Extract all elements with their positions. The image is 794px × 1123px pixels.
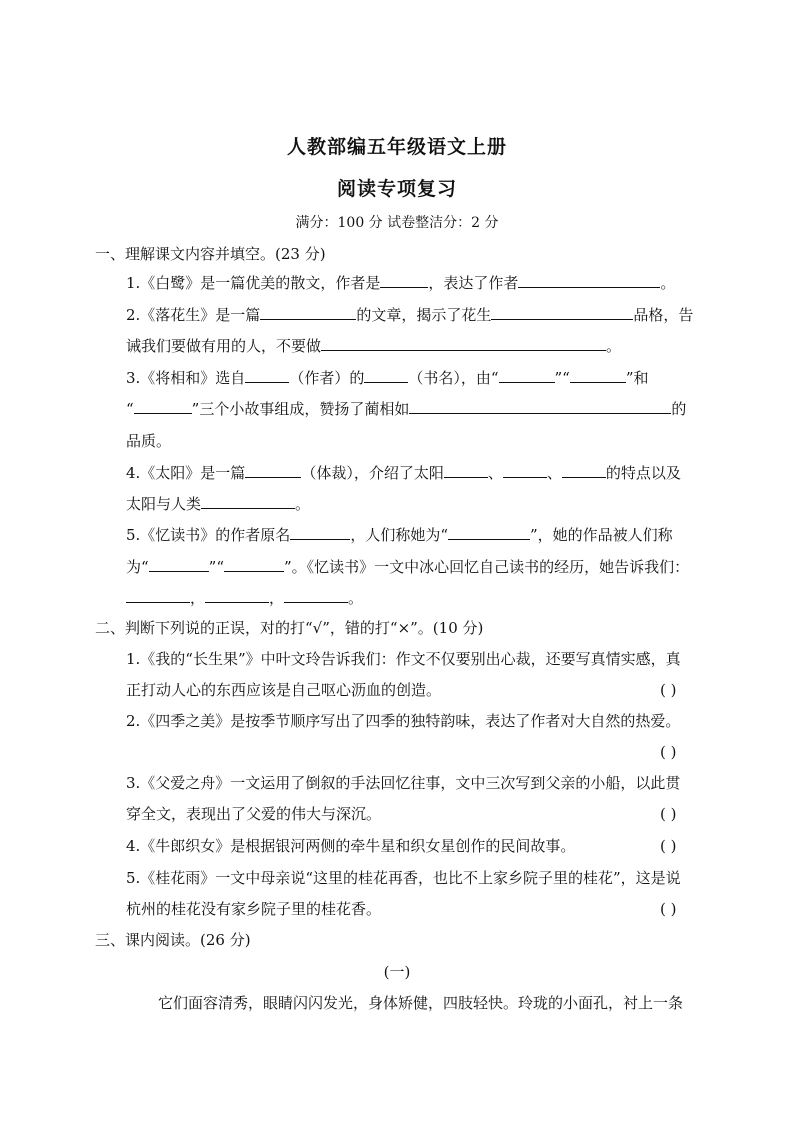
question-1-4: 4.《太阳》是一篇 （体裁），介绍了太阳 、 、 的特点以及 [126, 464, 681, 482]
blank[interactable] [245, 367, 289, 383]
judge-item-3: 3.《父爱之舟》一文运用了倒叙的手法回忆往事，文中三次写到父亲的小船，以此贯 [126, 774, 681, 792]
blank[interactable] [245, 462, 301, 478]
judge-item-2: 2.《四季之美》是按季节顺序写出了四季的独特韵味，表达了作者对大自然的热爱。 [126, 712, 681, 730]
blank[interactable] [499, 367, 555, 383]
question-1-1: 1.《白鹭》是一篇优美的散文，作者是 ，表达了作者 。 [126, 274, 676, 292]
question-1-5-line3: ， ， 。 [126, 587, 363, 609]
blank[interactable] [409, 398, 671, 414]
blank[interactable] [491, 304, 633, 320]
score-line: 满分：100 分 试卷整洁分：2 分 [295, 215, 499, 231]
blank[interactable] [448, 524, 530, 540]
page-subtitle: 阅读专项复习 [336, 178, 457, 200]
question-1-2-line2: 诫我们要做有用的人，不要做 。 [126, 337, 622, 355]
blank[interactable] [201, 493, 295, 509]
question-1-3: 3.《将相和》选自 （作者）的 （书名），由“ ”“ ”和 [126, 369, 649, 387]
question-1-5-line2: 为“ ”“ ”。《忆读书》一文中冰心回忆自己读书的经历，她告诉我们： [126, 558, 690, 576]
blank[interactable] [364, 367, 408, 383]
judge-item-3-line2: 穿全文，表现出了父爱的伟大与深沉。 [126, 805, 382, 823]
judge-item-1: 1.《我的“长生果”》中叶文玲告诉我们：作文不仅要别出心裁，还要写真情实感，真 [126, 650, 681, 668]
blank[interactable] [134, 398, 192, 414]
blank[interactable] [570, 367, 626, 383]
page-title: 人教部编五年级语文上册 [286, 136, 507, 158]
passage-part-label: (一) [383, 963, 411, 981]
section2-heading: 二、判断下列说的正误，对的打“√”，错的打“×”。(10 分) [95, 619, 484, 637]
blank[interactable] [290, 524, 350, 540]
blank[interactable] [562, 462, 606, 478]
blank[interactable] [518, 272, 660, 288]
judge-item-1-line2: 正打动人心的东西应该是自己呕心沥血的创造。 [126, 681, 442, 699]
answer-parentheses[interactable]: ( ) [660, 743, 677, 761]
answer-parentheses[interactable]: ( ) [660, 805, 677, 823]
question-1-4-line2: 太阳与人类 。 [126, 495, 311, 513]
section1-heading: 一、理解课文内容并填空。(23 分) [95, 245, 326, 263]
question-1-3-line2: “ ”三个小故事组成，赞扬了蔺相如 的 [126, 400, 687, 418]
section3-heading: 三、课内阅读。(26 分) [95, 931, 251, 949]
judge-item-4: 4.《牛郎织女》是根据银河两侧的牵牛星和织女星创作的民间故事。 [126, 837, 576, 855]
answer-parentheses[interactable]: ( ) [660, 900, 677, 918]
blank[interactable] [380, 272, 428, 288]
blank[interactable] [149, 556, 209, 572]
blank[interactable] [205, 587, 269, 603]
question-1-5: 5.《忆读书》的作者原名 ，人们称她为“ ”，她的作品被人们称 [126, 526, 673, 544]
blank[interactable] [284, 587, 348, 603]
blank[interactable] [444, 462, 488, 478]
blank[interactable] [503, 462, 547, 478]
answer-parentheses[interactable]: ( ) [660, 837, 677, 855]
blank[interactable] [321, 335, 606, 351]
blank[interactable] [260, 304, 356, 320]
answer-parentheses[interactable]: ( ) [660, 681, 677, 699]
question-1-3-line3: 品质。 [126, 432, 172, 450]
judge-item-5: 5.《桂花雨》一文中母亲说“这里的桂花再香，也比不上家乡院子里的桂花”，这是说 [126, 869, 681, 887]
blank[interactable] [126, 587, 190, 603]
blank[interactable] [224, 556, 284, 572]
question-1-2: 2.《落花生》是一篇 的文章，揭示了花生 品格，告 [126, 306, 694, 324]
judge-item-5-line2: 杭州的桂花没有家乡院子里的桂花香。 [126, 900, 382, 918]
passage-text: 它们面容清秀，眼睛闪闪发光，身体矫健，四肢轻快。玲珑的小面孔，衬上一条 [158, 994, 684, 1012]
